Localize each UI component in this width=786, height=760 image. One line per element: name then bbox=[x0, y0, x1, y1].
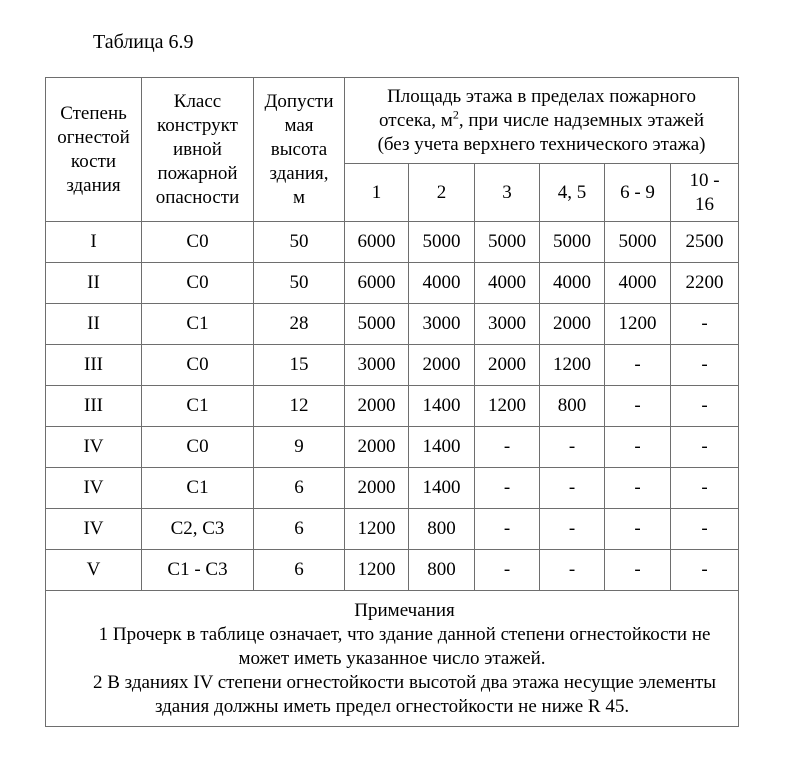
cell-height: 6 bbox=[254, 550, 345, 591]
floor-header: 2 bbox=[409, 164, 475, 222]
cell-area: 5000 bbox=[605, 222, 671, 263]
cell-area: 4000 bbox=[409, 263, 475, 304]
cell-class: С1 bbox=[142, 386, 254, 427]
cell-area: - bbox=[475, 468, 540, 509]
cell-height: 12 bbox=[254, 386, 345, 427]
cell-area: 1400 bbox=[409, 427, 475, 468]
cell-area: - bbox=[540, 468, 605, 509]
cell-area: 3000 bbox=[475, 304, 540, 345]
cell-area: 2000 bbox=[409, 345, 475, 386]
cell-height: 9 bbox=[254, 427, 345, 468]
cell-area: - bbox=[605, 345, 671, 386]
cell-area: 4000 bbox=[475, 263, 540, 304]
table-row bbox=[46, 509, 739, 550]
cell-degree: I bbox=[46, 222, 142, 263]
cell-area: 5000 bbox=[540, 222, 605, 263]
cell-height: 50 bbox=[254, 222, 345, 263]
header-area: Площадь этажа в пределах пожарного отсека, $м^2$, при числе надземных этажей (без учета верхнего технического этажа) bbox=[345, 78, 739, 164]
cell-area: 800 bbox=[409, 550, 475, 591]
cell-area: 2000 bbox=[345, 427, 409, 468]
cell-area: 6000 bbox=[345, 222, 409, 263]
cell-height: 6 bbox=[254, 509, 345, 550]
cell-area: - bbox=[671, 386, 739, 427]
header-height: Допусти мая высота здания, м bbox=[254, 78, 345, 222]
cell-class: С1 bbox=[142, 468, 254, 509]
cell-area: - bbox=[540, 427, 605, 468]
cell-class: С1 bbox=[142, 304, 254, 345]
cell-area: 2000 bbox=[540, 304, 605, 345]
cell-area: - bbox=[671, 304, 739, 345]
note-item: 1 Прочерк в таблице означает, что здание данной степени огнестойкости не может иметь указанное число этажей. bbox=[98, 623, 711, 669]
notes-cell bbox=[46, 591, 739, 727]
table-row bbox=[46, 468, 739, 509]
note-item: 2 В зданиях IV степени огнестойкости высотой два этажа несущие элементы здания должны иметь предел огнестойкости не ниже R 45. bbox=[92, 671, 717, 717]
cell-area: 2500 bbox=[671, 222, 739, 263]
cell-area: - bbox=[475, 509, 540, 550]
notes-row bbox=[46, 591, 739, 727]
header-degree: Степень огнестой кости здания bbox=[46, 78, 142, 222]
cell-area: 1200 bbox=[540, 345, 605, 386]
cell-height: 6 bbox=[254, 468, 345, 509]
cell-area: - bbox=[605, 468, 671, 509]
header-area-line2: отсека, $м^2$, при числе надземных этажей bbox=[379, 107, 704, 131]
cell-area: 2000 bbox=[345, 386, 409, 427]
cell-class: С2, С3 bbox=[142, 509, 254, 550]
cell-area: 3000 bbox=[345, 345, 409, 386]
cell-area: 800 bbox=[540, 386, 605, 427]
cell-area: - bbox=[475, 550, 540, 591]
cell-area: 3000 bbox=[409, 304, 475, 345]
cell-area: - bbox=[540, 550, 605, 591]
cell-height: 50 bbox=[254, 263, 345, 304]
cell-area: 5000 bbox=[345, 304, 409, 345]
cell-class: С1 - С3 bbox=[142, 550, 254, 591]
cell-area: 2200 bbox=[671, 263, 739, 304]
table-row bbox=[46, 304, 739, 345]
floor-header: 1 bbox=[345, 164, 409, 222]
table-row bbox=[46, 427, 739, 468]
cell-area: - bbox=[671, 550, 739, 591]
table-row bbox=[46, 263, 739, 304]
cell-area: 1200 bbox=[345, 509, 409, 550]
cell-degree: IV bbox=[46, 427, 142, 468]
cell-area: 1400 bbox=[409, 386, 475, 427]
header-class: Класс конструкт ивной пожарной опасности bbox=[142, 78, 254, 222]
floor-header: 4, 5 bbox=[540, 164, 605, 222]
cell-area: - bbox=[605, 386, 671, 427]
header-row-main bbox=[46, 78, 739, 164]
cell-class: С0 bbox=[142, 222, 254, 263]
floor-header: 3 bbox=[475, 164, 540, 222]
floor-header: 6 - 9 bbox=[605, 164, 671, 222]
cell-area: 2000 bbox=[475, 345, 540, 386]
table-row bbox=[46, 386, 739, 427]
cell-degree: II bbox=[46, 304, 142, 345]
cell-degree: IV bbox=[46, 468, 142, 509]
cell-degree: V bbox=[46, 550, 142, 591]
cell-area: 1200 bbox=[345, 550, 409, 591]
cell-area: - bbox=[475, 427, 540, 468]
cell-height: 28 bbox=[254, 304, 345, 345]
cell-degree: IV bbox=[46, 509, 142, 550]
table-row bbox=[46, 345, 739, 386]
cell-area: - bbox=[671, 427, 739, 468]
cell-area: 800 bbox=[409, 509, 475, 550]
cell-area: 1200 bbox=[605, 304, 671, 345]
cell-height: 15 bbox=[254, 345, 345, 386]
floor-header: 10 - 16 bbox=[671, 164, 739, 222]
cell-degree: III bbox=[46, 386, 142, 427]
cell-area: 1200 bbox=[475, 386, 540, 427]
cell-area: 4000 bbox=[605, 263, 671, 304]
cell-degree: II bbox=[46, 263, 142, 304]
table-caption: Таблица 6.9 bbox=[93, 31, 194, 53]
cell-class: С0 bbox=[142, 345, 254, 386]
cell-area: 6000 bbox=[345, 263, 409, 304]
cell-area: - bbox=[605, 509, 671, 550]
cell-area: 2000 bbox=[345, 468, 409, 509]
cell-area: - bbox=[671, 468, 739, 509]
cell-area: - bbox=[671, 345, 739, 386]
cell-area: 4000 bbox=[540, 263, 605, 304]
cell-degree: III bbox=[46, 345, 142, 386]
cell-class: С0 bbox=[142, 263, 254, 304]
table-row bbox=[46, 550, 739, 591]
cell-class: С0 bbox=[142, 427, 254, 468]
cell-area: - bbox=[671, 509, 739, 550]
cell-area: 5000 bbox=[409, 222, 475, 263]
notes-title: Примечания bbox=[354, 599, 455, 621]
table-row bbox=[46, 222, 739, 263]
fire-safety-table bbox=[45, 77, 739, 727]
cell-area: 1400 bbox=[409, 468, 475, 509]
cell-area: - bbox=[605, 550, 671, 591]
cell-area: 5000 bbox=[475, 222, 540, 263]
cell-area: - bbox=[605, 427, 671, 468]
cell-area: - bbox=[540, 509, 605, 550]
